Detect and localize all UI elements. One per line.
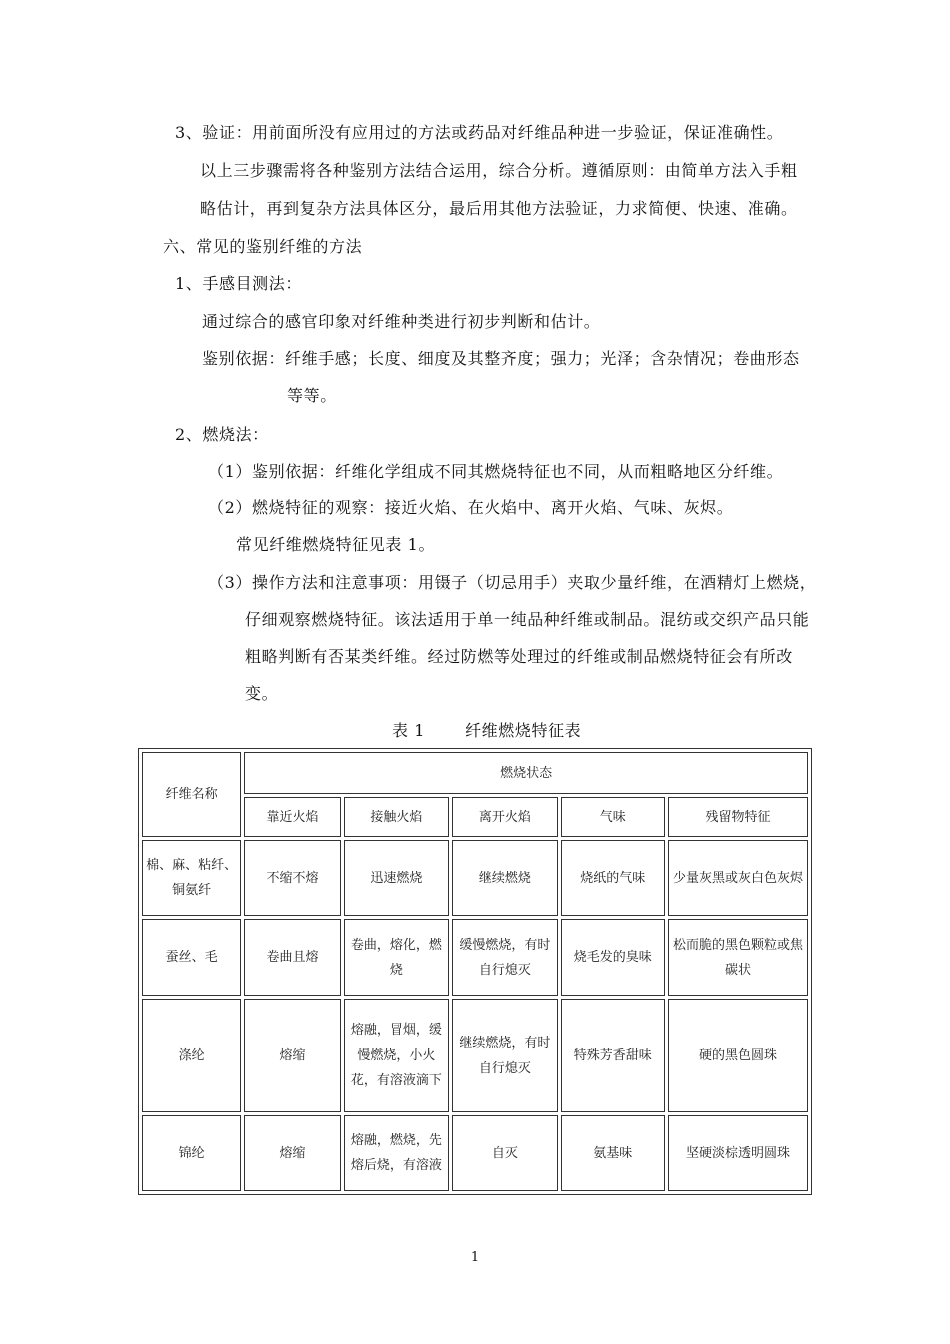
table-caption-number: 表 1	[392, 721, 426, 740]
paragraph-touch-basis: 鉴别依据：纤维手感；长度、细度及其整齐度；强力；光泽；含杂情况；卷曲形态	[202, 349, 800, 368]
section-heading: 六、常见的鉴别纤维的方法	[163, 237, 363, 256]
table-cell: 不缩不熔	[244, 840, 340, 916]
table-cell: 熔融，冒烟，缓慢燃烧，小火花，有溶液滴下	[344, 999, 449, 1112]
table-row	[142, 919, 808, 996]
table-cell: 涤纶	[142, 999, 241, 1112]
table-subheader-row	[142, 797, 808, 837]
paragraph-touch-basis-cont: 等等。	[287, 386, 337, 405]
table-cell: 少量灰黑或灰白色灰烬	[668, 840, 808, 916]
table-cell: 继续燃烧，有时自行熄灭	[452, 999, 557, 1112]
table-cell: 坚硬淡棕透明圆珠	[668, 1115, 808, 1191]
paragraph-burn-observe: （2）燃烧特征的观察：接近火焰、在火焰中、离开火焰、气味、灰烬。	[208, 498, 734, 517]
paragraph-summary-1: 以上三步骤需将各种鉴别方法结合运用，综合分析。遵循原则：由简单方法入手粗	[200, 161, 798, 180]
table-cell: 缓慢燃烧，有时自行熄灭	[452, 919, 557, 996]
table-cell: 烧毛发的臭味	[561, 919, 665, 996]
fiber-burning-table	[138, 748, 812, 1195]
subheader-leave-flame: 离开火焰	[452, 797, 557, 837]
paragraph-touch-desc: 通过综合的感官印象对纤维种类进行初步判断和估计。	[202, 312, 601, 331]
table-row	[142, 1115, 808, 1191]
table-cell: 自灭	[452, 1115, 557, 1191]
paragraph-burn-method-1: （3）操作方法和注意事项：用镊子（切忌用手）夹取少量纤维，在酒精灯上燃烧，	[208, 573, 817, 592]
paragraph-summary-2: 略估计，再到复杂方法具体区分，最后用其他方法验证，力求简便、快速、准确。	[200, 199, 798, 218]
paragraph-burn-basis: （1）鉴别依据：纤维化学组成不同其燃烧特征也不同，从而粗略地区分纤维。	[208, 462, 784, 481]
paragraph-burn-table-ref: 常见纤维燃烧特征见表 1。	[236, 535, 436, 554]
table-cell: 继续燃烧	[452, 840, 557, 916]
subheader-odor: 气味	[561, 797, 665, 837]
subheader-near-flame: 靠近火焰	[244, 797, 340, 837]
page-number: 1	[470, 1250, 480, 1265]
table-cell: 烧纸的气味	[561, 840, 665, 916]
table-cell: 氨基味	[561, 1115, 665, 1191]
table-cell: 蚕丝、毛	[142, 919, 241, 996]
paragraph-burn-method-2: 仔细观察燃烧特征。该法适用于单一纯品种纤维或制品。混纺或交织产品只能	[245, 610, 810, 629]
table-header-row	[142, 752, 808, 794]
table-cell: 熔融，燃烧，先熔后烧，有溶液	[344, 1115, 449, 1191]
paragraph-burn-method-3: 粗略判断有否某类纤维。经过防燃等处理过的纤维或制品燃烧特征会有所改	[245, 647, 793, 666]
table-cell: 迅速燃烧	[344, 840, 449, 916]
table-cell: 熔缩	[244, 1115, 340, 1191]
subsection-heading-burn: 2、燃烧法：	[175, 425, 269, 444]
table-cell: 熔缩	[244, 999, 340, 1112]
paragraph-verify: 3、验证：用前面所没有应用过的方法或药品对纤维品种进一步验证，保证准确性。	[175, 123, 784, 142]
table-caption	[392, 720, 581, 742]
table-cell: 卷曲且熔	[244, 919, 340, 996]
table-row	[142, 999, 808, 1112]
table-caption-title: 纤维燃烧特征表	[465, 721, 582, 740]
fiber-name-header: 纤维名称	[142, 752, 241, 837]
subheader-residue: 残留物特征	[668, 797, 808, 837]
subheader-in-flame: 接触火焰	[344, 797, 449, 837]
table-cell: 特殊芳香甜味	[561, 999, 665, 1112]
table-row	[142, 840, 808, 916]
table-cell: 锦纶	[142, 1115, 241, 1191]
table-cell: 卷曲，熔化，燃烧	[344, 919, 449, 996]
table-cell: 松而脆的黑色颗粒或焦碳状	[668, 919, 808, 996]
burning-state-header: 燃烧状态	[244, 752, 808, 794]
subsection-heading-touch: 1、手感目测法：	[175, 274, 302, 293]
table-cell: 棉、麻、粘纤、铜氨纤	[142, 840, 241, 916]
table-cell: 硬的黑色圆珠	[668, 999, 808, 1112]
paragraph-burn-method-4: 变。	[245, 684, 279, 703]
